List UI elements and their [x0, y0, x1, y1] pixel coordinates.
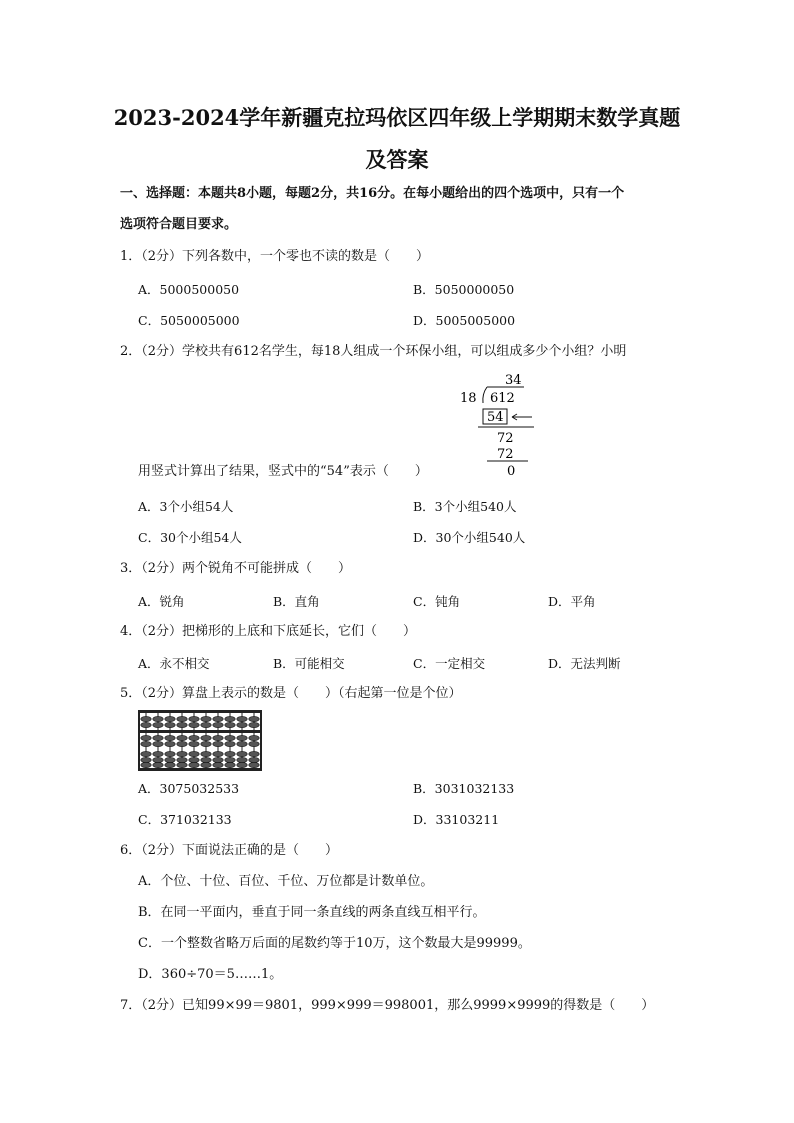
abacus-bead — [153, 741, 163, 746]
abacus-bead — [225, 716, 235, 721]
abacus-bead — [237, 741, 247, 746]
abacus-bead — [165, 741, 175, 746]
abacus-bead — [141, 716, 151, 721]
abacus-bead — [237, 735, 247, 740]
division-step-72a: 72 — [497, 431, 514, 446]
abacus-bead — [213, 741, 223, 746]
abacus-bead — [249, 722, 259, 727]
abacus-bead — [153, 722, 163, 727]
abacus-bead — [237, 722, 247, 727]
question-6-option-a: A．个位、十位、百位、千位、万位都是计数单位。 — [138, 874, 434, 889]
abacus-bead — [165, 716, 175, 721]
abacus-bead — [237, 716, 247, 721]
question-5-option-b: B．3031032133 — [413, 781, 515, 796]
question-3-option-a: A．锐角 — [138, 594, 185, 609]
abacus-bead — [177, 722, 187, 727]
abacus-bead — [201, 762, 211, 767]
abacus-bead — [201, 735, 211, 740]
abacus-image — [138, 710, 262, 772]
abacus-bead — [153, 751, 163, 756]
question-2-option-a: A．3个小组54人 — [138, 499, 234, 514]
question-4-option-d: D．无法判断 — [548, 656, 621, 671]
abacus-bead — [189, 716, 199, 721]
question-5-option-d: D．33103211 — [413, 812, 500, 827]
question-5-stem: 5．（2分）算盘上表示的数是（ ）（右起第一位是个位） — [120, 686, 462, 701]
abacus-bead — [249, 741, 259, 746]
abacus-bead — [189, 762, 199, 767]
abacus-bead — [249, 716, 259, 721]
doc-title-line1: 2023-2024学年新疆克拉玛依区四年级上学期期末数学真题 — [113, 105, 681, 130]
question-7-stem: 7．（2分）已知99×99＝9801，999×999＝998001，那么9999×9999的得数是（ ） — [120, 998, 655, 1013]
division-remainder: 0 — [507, 464, 516, 479]
abacus-bead — [225, 741, 235, 746]
abacus-bead — [213, 716, 223, 721]
question-1-option-a: A．5000500050 — [138, 282, 240, 297]
abacus-bead — [213, 735, 223, 740]
question-6-stem: 6．（2分）下面说法正确的是（ ） — [120, 843, 339, 858]
question-4-stem: 4．（2分）把梯形的上底和下底延长，它们（ ） — [120, 624, 417, 639]
question-1-stem: 1．（2分）下列各数中，一个零也不读的数是（ ） — [120, 249, 430, 264]
abacus-bead — [165, 751, 175, 756]
question-6-option-b: B．在同一平面内，垂直于同一条直线的两条直线互相平行。 — [138, 905, 486, 920]
abacus-bead — [225, 757, 235, 762]
abacus-bead — [225, 751, 235, 756]
division-step-54: 54 — [487, 410, 504, 425]
abacus-bead — [141, 741, 151, 746]
abacus-bead — [153, 757, 163, 762]
abacus-bead — [249, 751, 259, 756]
abacus-bead — [201, 751, 211, 756]
question-3-option-c: C．钝角 — [413, 594, 461, 609]
abacus-bead — [141, 762, 151, 767]
abacus-bead — [153, 762, 163, 767]
question-6-option-c: C．一个整数省略万后面的尾数约等于10万，这个数最大是99999。 — [138, 936, 531, 951]
abacus-bead — [225, 762, 235, 767]
question-4-option-c: C．一定相交 — [413, 656, 486, 671]
question-1-option-b: B．5050000050 — [413, 282, 515, 297]
abacus-bead — [225, 735, 235, 740]
abacus-rods — [141, 713, 259, 768]
abacus-bead — [237, 762, 247, 767]
question-1-option-c: C．5050005000 — [138, 313, 240, 328]
abacus-bead — [153, 735, 163, 740]
question-6-option-d: D．360÷70＝5……1。 — [138, 967, 283, 982]
abacus-bead — [165, 762, 175, 767]
abacus-bead — [177, 751, 187, 756]
abacus-bead — [177, 735, 187, 740]
abacus-bead — [201, 722, 211, 727]
abacus-bead — [201, 716, 211, 721]
abacus-bead — [249, 735, 259, 740]
abacus-bead — [237, 757, 247, 762]
question-3-option-d: D．平角 — [548, 594, 596, 609]
abacus-bead — [225, 722, 235, 727]
question-2-option-d: D．30个小组540人 — [413, 530, 526, 545]
abacus-bead — [249, 762, 259, 767]
question-2-option-b: B．3个小组540人 — [413, 499, 517, 514]
abacus-bead — [177, 762, 187, 767]
abacus-bead — [201, 741, 211, 746]
abacus-bead — [177, 716, 187, 721]
abacus-bead — [165, 722, 175, 727]
abacus-bead — [153, 716, 163, 721]
abacus-bead — [189, 735, 199, 740]
question-4-option-b: B．可能相交 — [273, 656, 345, 671]
abacus-bead — [165, 735, 175, 740]
long-division-figure — [450, 372, 550, 482]
question-2-option-c: C．30个小组54人 — [138, 530, 242, 545]
division-step-72b: 72 — [497, 447, 514, 462]
question-4-option-a: A．永不相交 — [138, 656, 210, 671]
question-2-stem-cont: 用竖式计算出了结果，竖式中的“54”表示（ ） — [138, 464, 428, 479]
abacus-bead — [189, 757, 199, 762]
question-1-option-d: D．5005005000 — [413, 313, 516, 328]
question-5-option-c: C．371032133 — [138, 812, 232, 827]
abacus-bead — [213, 757, 223, 762]
section-heading-cont: 选项符合题目要求。 — [120, 217, 238, 232]
question-3-option-b: B．直角 — [273, 594, 320, 609]
question-2-stem: 2．（2分）学校共有612名学生，每18人组成一个环保小组，可以组成多少个小组？小明 — [120, 344, 627, 359]
abacus-bead — [177, 741, 187, 746]
doc-title-line2: 及答案 — [365, 147, 429, 172]
abacus-bead — [201, 757, 211, 762]
abacus-bead — [177, 757, 187, 762]
abacus-bead — [249, 757, 259, 762]
abacus-bead — [213, 762, 223, 767]
abacus-bead — [165, 757, 175, 762]
abacus-bead — [189, 722, 199, 727]
abacus-bead — [237, 751, 247, 756]
question-3-stem: 3．（2分）两个锐角不可能拼成（ ） — [120, 561, 352, 576]
abacus-bead — [141, 757, 151, 762]
abacus-bead — [141, 751, 151, 756]
division-dividend: 612 — [490, 391, 515, 406]
abacus-bead — [141, 722, 151, 727]
abacus-bead — [189, 751, 199, 756]
abacus-bead — [189, 741, 199, 746]
question-5-option-a: A．3075032533 — [138, 781, 240, 796]
section-heading: 一、选择题：本题共8小题，每题2分，共16分。在每小题给出的四个选项中，只有一个 — [120, 186, 625, 201]
division-quotient: 34 — [505, 373, 522, 388]
abacus-bead — [213, 722, 223, 727]
abacus-bead — [141, 735, 151, 740]
division-divisor: 18 — [460, 391, 477, 406]
abacus-bead — [213, 751, 223, 756]
